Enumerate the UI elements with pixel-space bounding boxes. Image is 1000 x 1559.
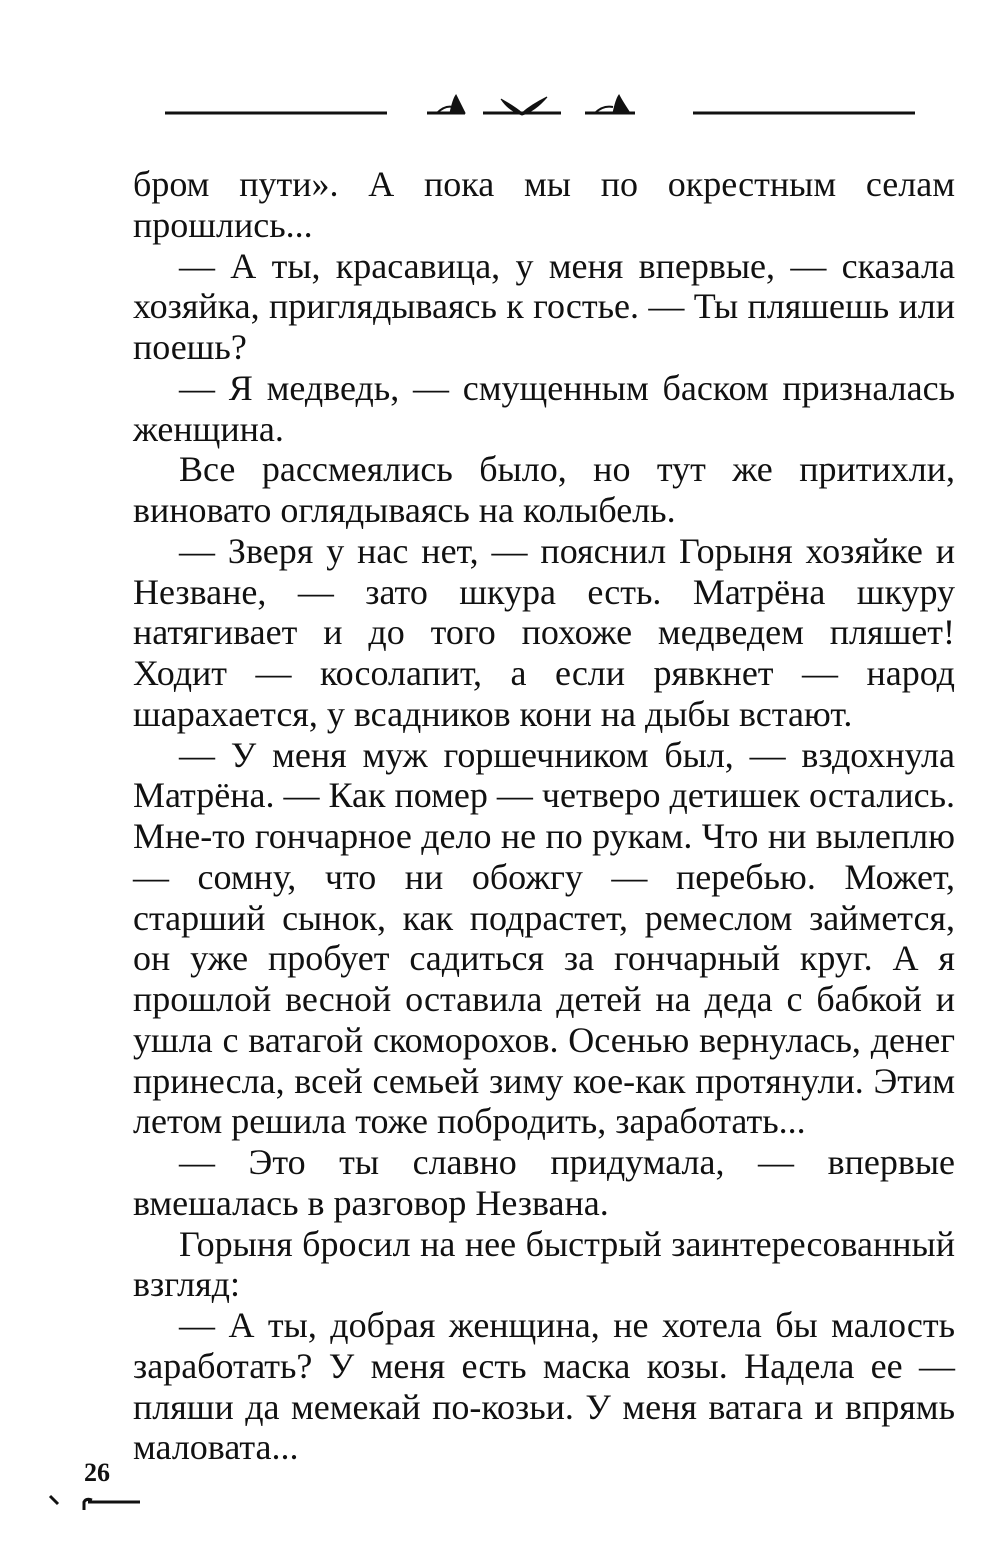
footer-ornament-icon (48, 1490, 148, 1514)
paragraph: — А ты, красавица, у меня впервые, — сказала хозяйка, приглядываясь к гостье. — Ты пляшешь или поешь? (133, 245, 955, 367)
paragraph: Все рассмеялись было, но тут же притихли, виновато оглядываясь на колыбель. (133, 449, 955, 530)
ornament-icon (427, 95, 635, 115)
paragraph: — Я медведь, — смущенным баском призналась женщина. (133, 367, 955, 449)
paragraph: Горыня бросил на нее быстрый заинтересованный взгляд: (133, 1223, 955, 1305)
page-number: 26 (84, 1458, 110, 1487)
header-ornament-rule (165, 85, 920, 125)
paragraph: — У меня муж горшечником был, — вздохнула Матрёна. — Как помер — четверо детишек остались. Мне-то гончарное дело не по рукам. Что ни вылеплю — сомну, что ни обожгу — перебью. Может, старший сынок, как подрастет, ремеслом займется, он уже пробует садиться за гончарный круг. А я прошлой весной оставила детей на деда с бабкой и ушла с ватагой скоморохов. Осенью вернулась, денег принесла, всей семьей зиму кое-как протянули. Этим летом решила тоже побродить, заработать... (133, 734, 955, 1142)
page-text (133, 164, 955, 1468)
paragraph: — Зверя у нас нет, — пояснил Горыня хозяйке и Незване, — зато шкура есть. Матрёна шкуру натягивает и до того похоже медведем пляшет! Ходит — косолапит, а если рявкнет — народ шарахается, у всадников кони на дыбы встают. (133, 530, 955, 734)
paragraph: бром пути». А пока мы по окрестным селам прошлись... (133, 164, 955, 245)
paragraph: — Это ты славно придумала, — впервые вмешалась в разговор Незвана. (133, 1142, 955, 1223)
paragraph: — А ты, добрая женщина, не хотела бы малость заработать? У меня есть маска козы. Надела ее — пляши да мемекай по-козьи. У меня ватага и впрямь маловата... (133, 1305, 955, 1468)
